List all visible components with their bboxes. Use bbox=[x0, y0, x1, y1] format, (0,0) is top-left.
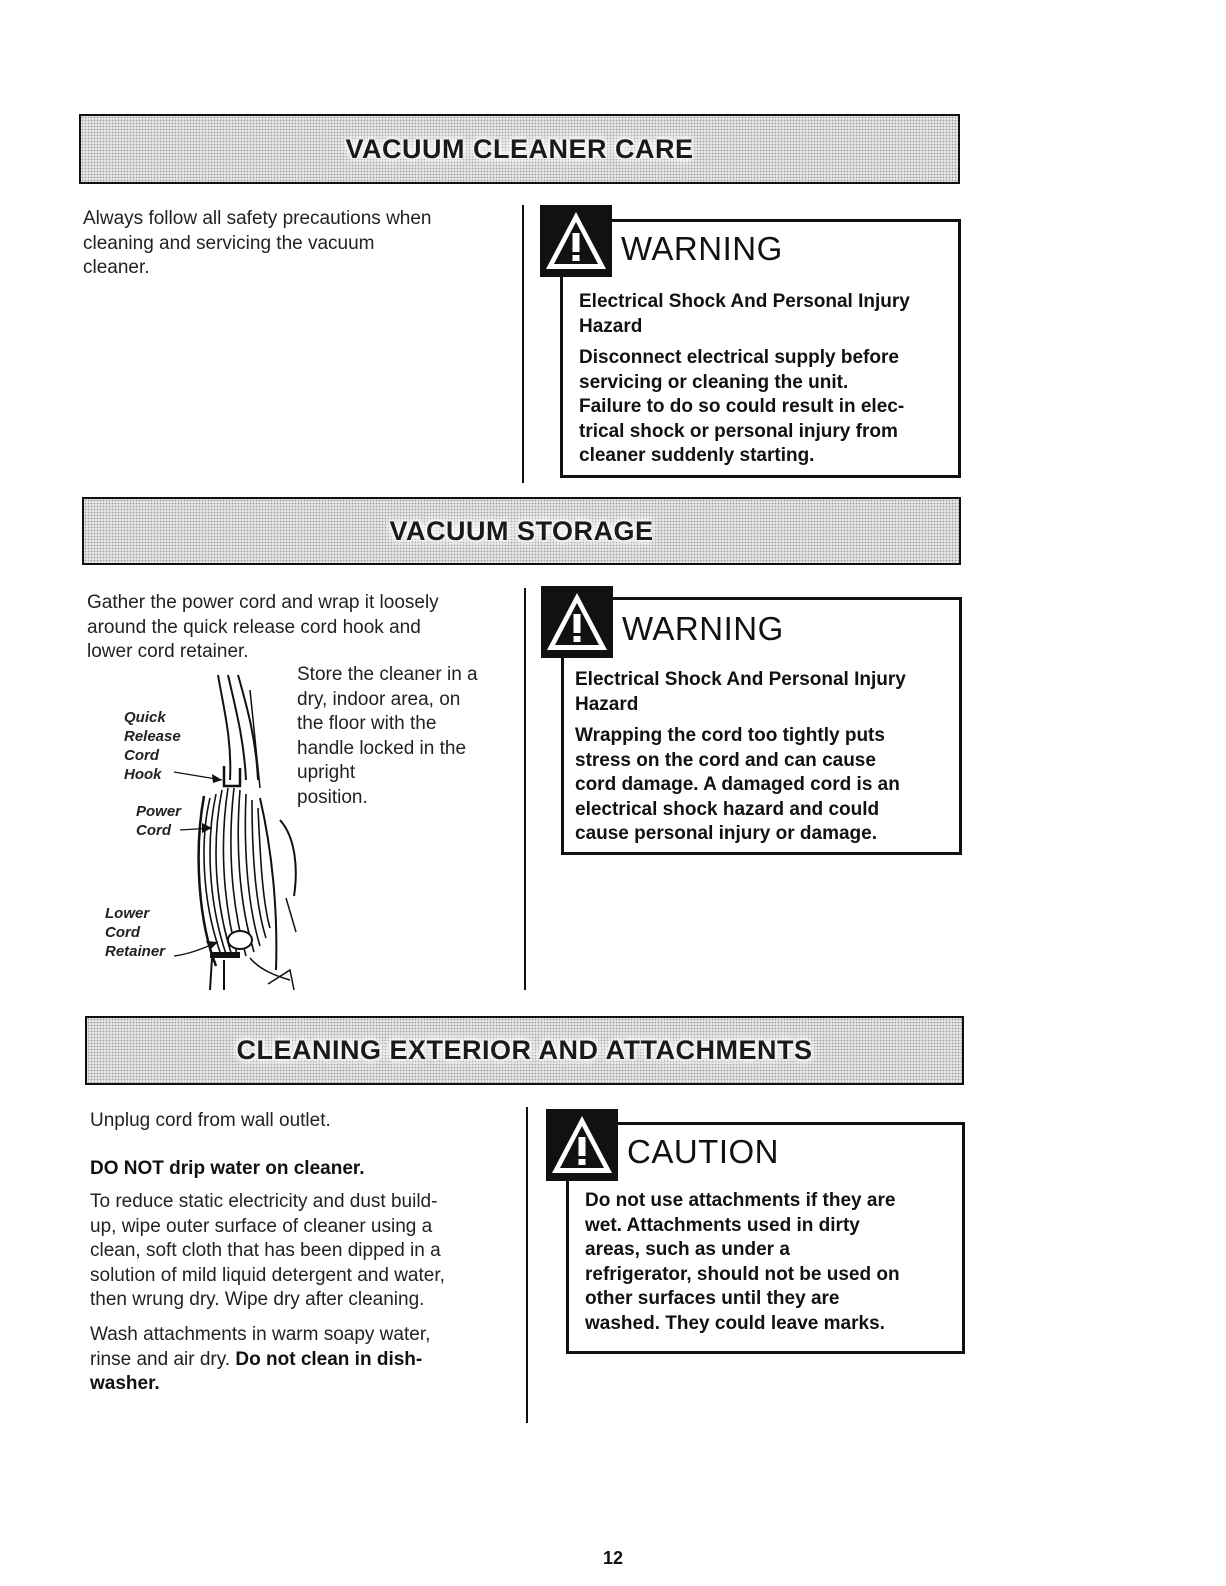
cleaning-no-drip-text: DO NOT drip water on cleaner. bbox=[90, 1158, 365, 1179]
cleaning-unplug-text: Unplug cord from wall outlet. bbox=[90, 1110, 331, 1131]
section-title-storage: VACUUM STORAGE bbox=[389, 515, 654, 546]
storage-warning-hazard: Electrical Shock And Personal Injury Hazard bbox=[575, 669, 906, 715]
column-divider-storage bbox=[524, 588, 526, 990]
figure-label-cord: Power Cord bbox=[136, 803, 182, 839]
care-warning-hazard: Electrical Shock And Personal Injury Hazard bbox=[579, 291, 910, 337]
storage-intro-text: Gather the power cord and wrap it loosely around the quick release cord hook and lower cord retainer. bbox=[87, 592, 439, 662]
column-divider-care bbox=[522, 205, 524, 483]
cleaning-no-dishwasher-text: Do not clean in dish- bbox=[235, 1348, 423, 1370]
figure-label-hook: Quick Release Cord Hook bbox=[124, 709, 181, 783]
section-title-cleaning: CLEANING EXTERIOR AND ATTACHMENTS bbox=[236, 1035, 813, 1065]
caution-body: Do not use attachments if they are wet. Attachments used in dirty areas, such as under a refrigerator, should not be used on other surfaces until they are washed. They could leave marks. bbox=[585, 1190, 900, 1334]
care-warning-box bbox=[560, 219, 961, 478]
section-banner-cleaning bbox=[85, 1016, 964, 1085]
section-banner-care bbox=[79, 114, 960, 184]
care-warning-badge bbox=[540, 205, 612, 277]
storage-warning-heading: WARNING bbox=[622, 610, 784, 647]
section-title-care: VACUUM CLEANER CARE bbox=[345, 133, 694, 164]
cleaning-static-text: To reduce static electricity and dust build- up, wipe outer surface of cleaner using a clean, soft cloth that has been dipped in a solution of mild liquid detergent and water, then wrung dry. Wipe dry after cleaning. bbox=[90, 1191, 445, 1310]
column-divider-cleaning bbox=[526, 1107, 528, 1423]
storage-warning-box bbox=[561, 597, 962, 855]
cleaning-wash-paragraph bbox=[90, 1323, 520, 1397]
care-warning-heading: WARNING bbox=[621, 230, 783, 267]
warning-triangle-icon bbox=[540, 205, 612, 277]
storage-warning-body: Wrapping the cord too tightly puts stress on the cord and can cause cord damage. A damaged cord is an electrical shock hazard and could cause personal injury or damage. bbox=[575, 725, 900, 844]
page-number: 12 bbox=[602, 1548, 624, 1568]
care-intro-text: Always follow all safety precautions when cleaning and servicing the vacuum cleaner. bbox=[83, 208, 432, 278]
warning-triangle-icon bbox=[541, 586, 613, 658]
storage-warning-badge bbox=[541, 586, 613, 658]
section-banner-storage bbox=[82, 497, 961, 565]
caution-triangle-icon bbox=[546, 1109, 618, 1181]
storage-store-text: Store the cleaner in a dry, indoor area, on the floor with the handle locked in the upright position. bbox=[297, 664, 478, 808]
care-warning-body: Disconnect electrical supply before servicing or cleaning the unit. Failure to do so could result in elec- trical shock or personal injury from cleaner suddenly starting. bbox=[579, 347, 905, 466]
caution-box bbox=[566, 1122, 965, 1354]
cleaning-no-dishwasher-text-cont: washer. bbox=[90, 1373, 160, 1394]
cleaning-wash-text: Wash attachments in warm soapy water, rinse and air dry. bbox=[90, 1324, 431, 1370]
caution-badge bbox=[546, 1109, 618, 1181]
caution-heading: CAUTION bbox=[627, 1133, 779, 1170]
figure-label-retainer: Lower Cord Retainer bbox=[105, 905, 166, 960]
